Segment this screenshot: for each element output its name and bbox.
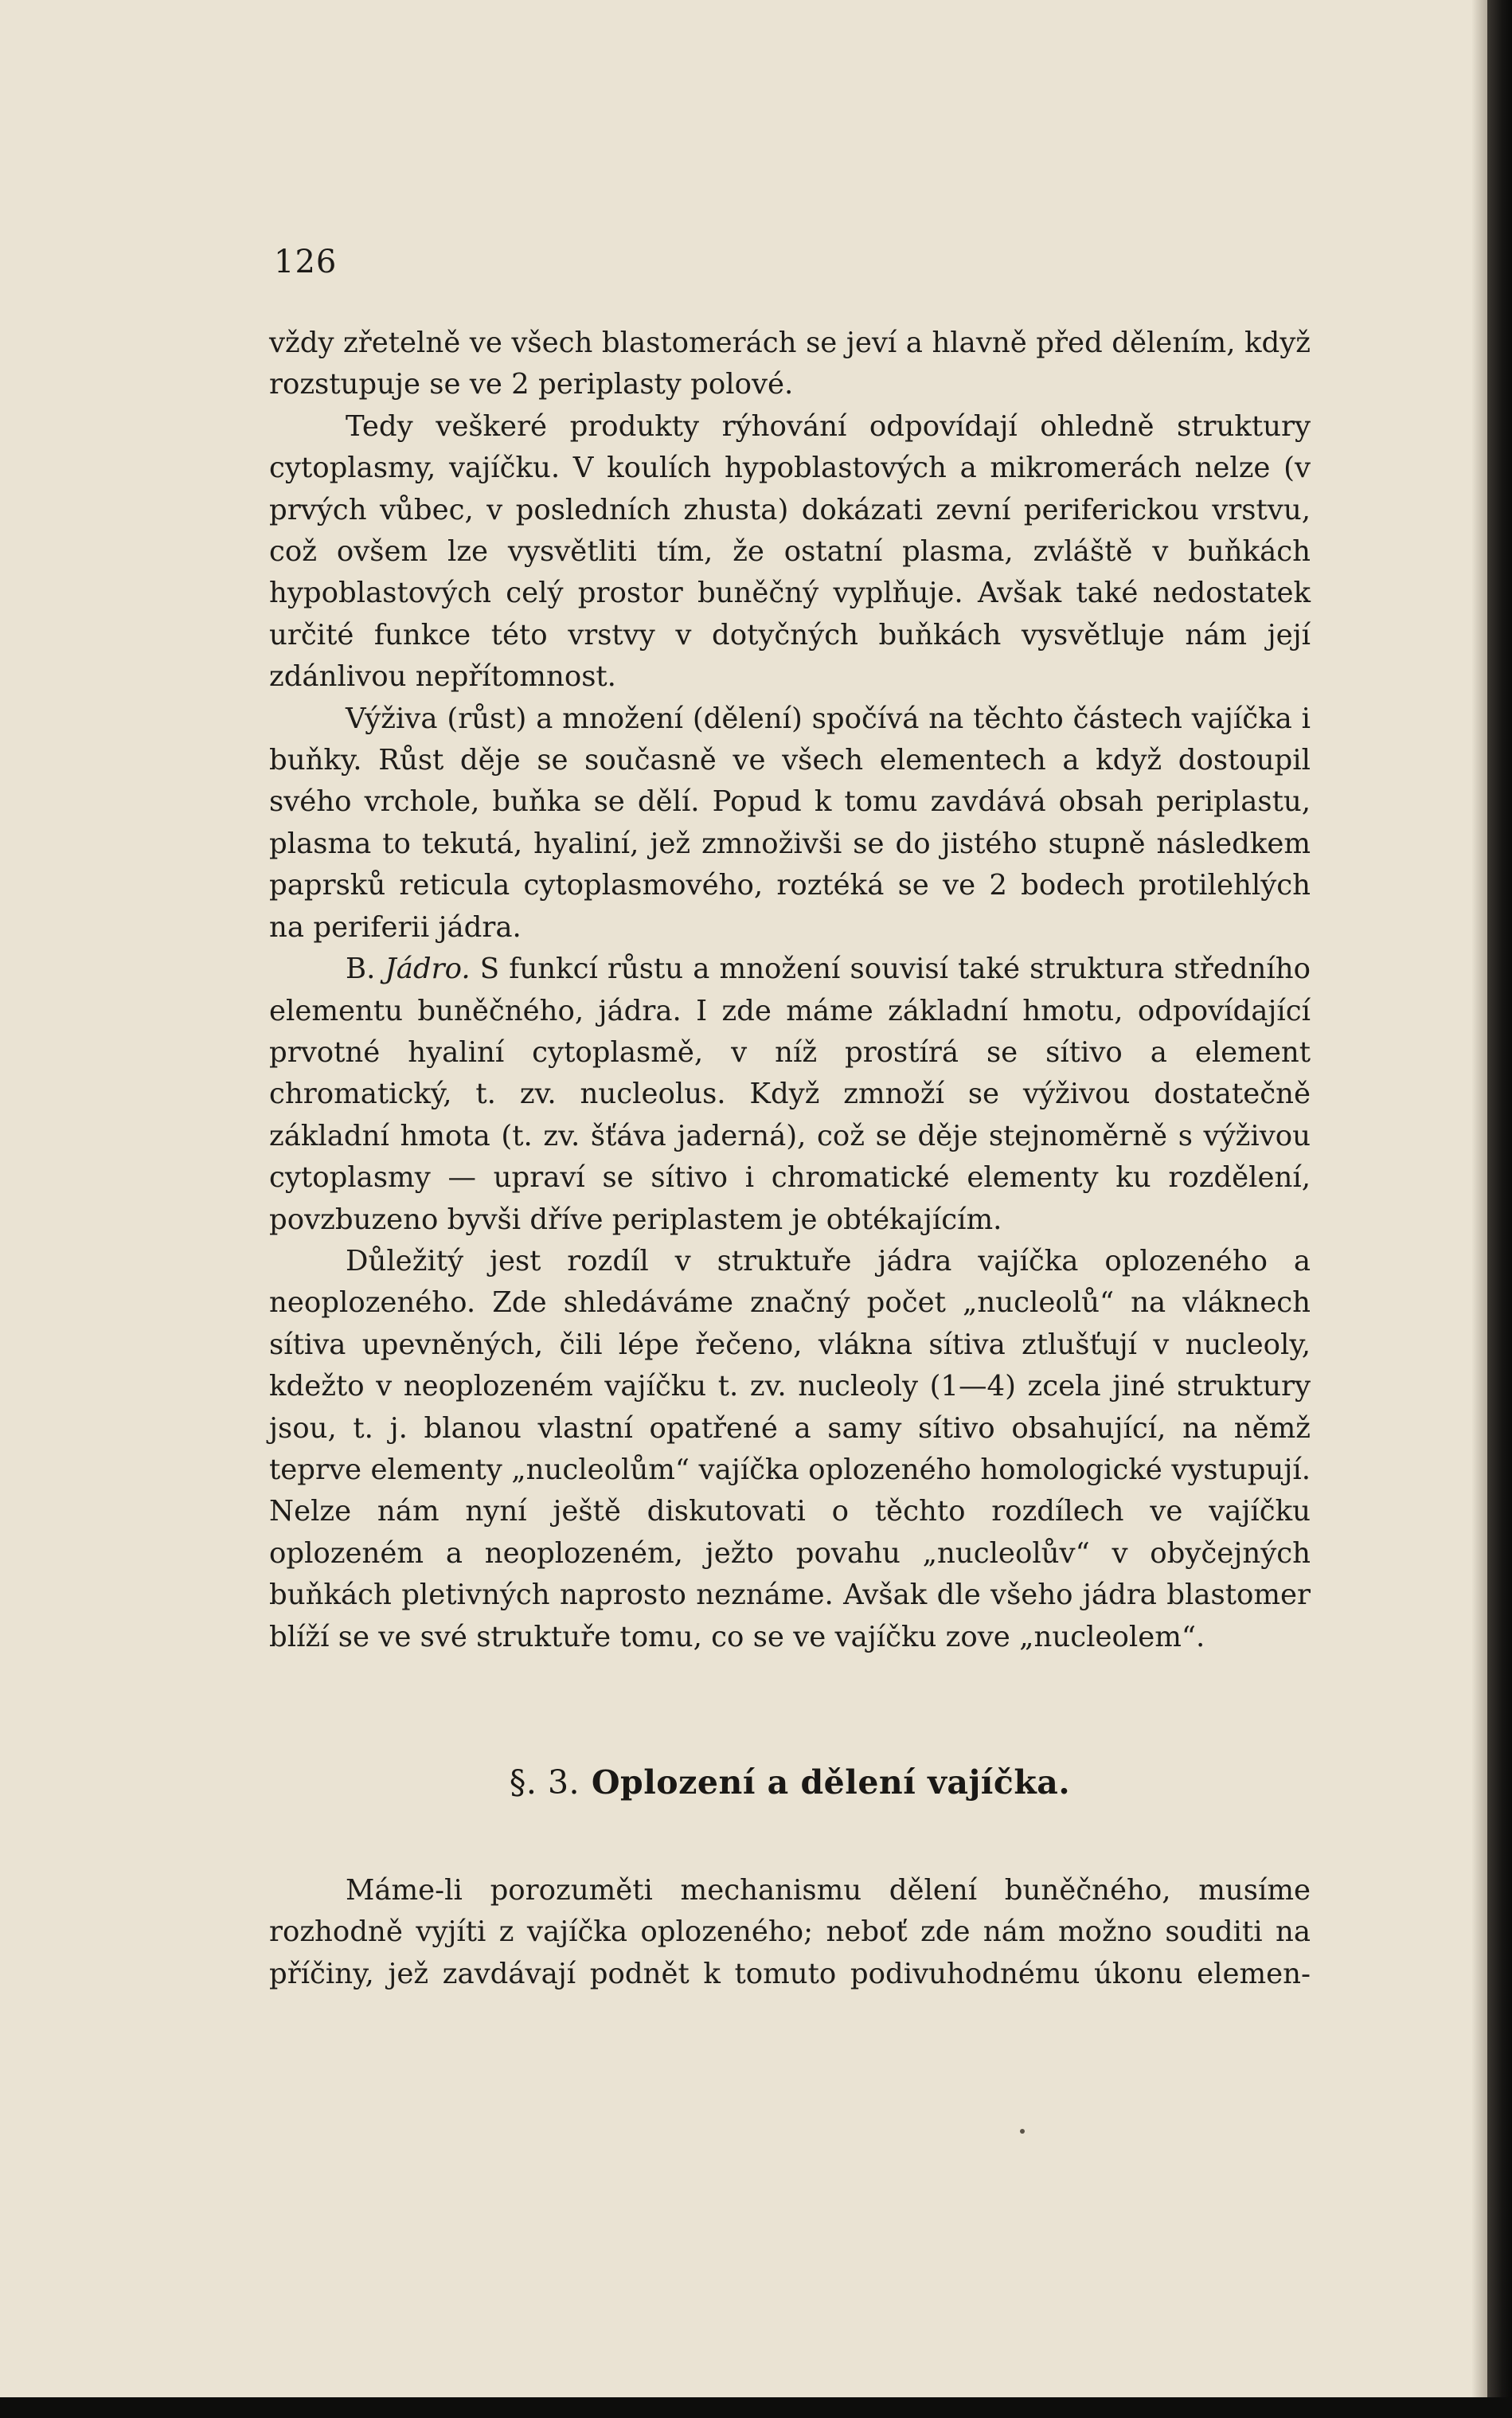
paragraph-4-text: S funkcí růstu a množení souvisí také struktura středního elementu buněčného, jádra. I zde máme základní hmotu, odpovídající prvotné hyaliní cytoplasmě, v níž prostírá se sítivo a element chromatický, t. zv. nucleolus. Když zmnoží se výživou dostatečně základní hmota (t. zv. šťáva jaderná), což se děje stejnoměrně s výživou cytoplasmy — upraví se sítivo i chromatické elementy ku rozdělení, povzbuzeno byvši dříve periplastem je obtékajícím. [269,953,1311,1236]
main-text [269,323,1311,1658]
scan-bottom-edge [0,2397,1512,2418]
section-number: §. 3. [509,1763,580,1802]
paragraph-5: Důležitý jest rozdíl v struktuře jádra vajíčka oplozeného a neoplozeného. Zde shledáváme značný počet „nucleolů“ na vláknech sítiva upevněných, čili lépe řečeno, vlákna sítiva ztlušťují v nucleoly, kdežto v neoplozeném vajíčku t. zv. nucleoly (1—4) zcela jiné struktury jsou, t. j. blanou vlastní opatřené a samy sítivo obsahující, na němž teprve elementy „nucleolům“ vajíčka oplozeného homologické vystupují. Nelze nám nyní ještě diskutovati o těchto rozdílech ve vajíčku oplozeném a neoplozeném, ježto povahu „nucleolův“ v obyčejných buňkách pletivných naprosto neznáme. Avšak dle všeho jádra blastomer blíží se ve své struktuře tomu, co se ve vajíčku zove „nucleolem“. [269,1244,1311,1653]
section-paragraph-1: Máme-li porozuměti mechanismu dělení buněčného, musíme rozhodně vyjíti z vajíčka oplozeného; neboť zde nám možno souditi na příčiny, jež zavdávají podnět k tomuto podivuhodnému úkonu elemen- [269,1874,1311,1990]
paragraph-4-prefix: B. [346,953,385,986]
section-title: Oplození a dělení vajíčka. [591,1763,1071,1802]
section-heading [269,1763,1311,1802]
page-gutter-shadow [1471,0,1487,2397]
paragraph-3: Výživa (růst) a množení (dělení) spočívá na těchto částech vajíčka i buňky. Růst děje se současně ve všech elementech a když dostoupil svého vrchole, buňka se dělí. Popud k tomu zavdává obsah periplastu, plasma to tekutá, hyaliní, jež zmnoživši se do jistého stupně následkem paprsků reticula cytoplasmového, roztéká se ve 2 bodech protilehlých na periferii jádra. [269,702,1311,944]
paper-speck [1020,2129,1025,2134]
paragraph-2: Tedy veškeré produkty rýhování odpovídají ohledně struktury cytoplasmy, vajíčku. V koulích hypoblastových a mikromerách nelze (v prvých vůbec, v posledních zhusta) dokázati zevní periferickou vrstvu, což ovšem lze vysvětliti tím, že ostatní plasma, zvláště v buňkách hypoblastových celý prostor buněčný vyplňuje. Avšak také nedostatek určité funkce této vrstvy v dotyčných buňkách vysvětluje nám její zdánlivou nepřítomnost. [269,409,1311,694]
book-edge [1487,0,1512,2418]
page-number: 126 [274,244,338,280]
paragraph-4 [269,949,1311,1241]
paragraph-4-italic-term: Jádro. [385,953,471,986]
section-text [269,1870,1311,1995]
paragraph-1: vždy zřetelně ve všech blastomerách se jeví a hlavně před dělením, když rozstupuje se ve 2 periplasty polové. [269,327,1311,401]
